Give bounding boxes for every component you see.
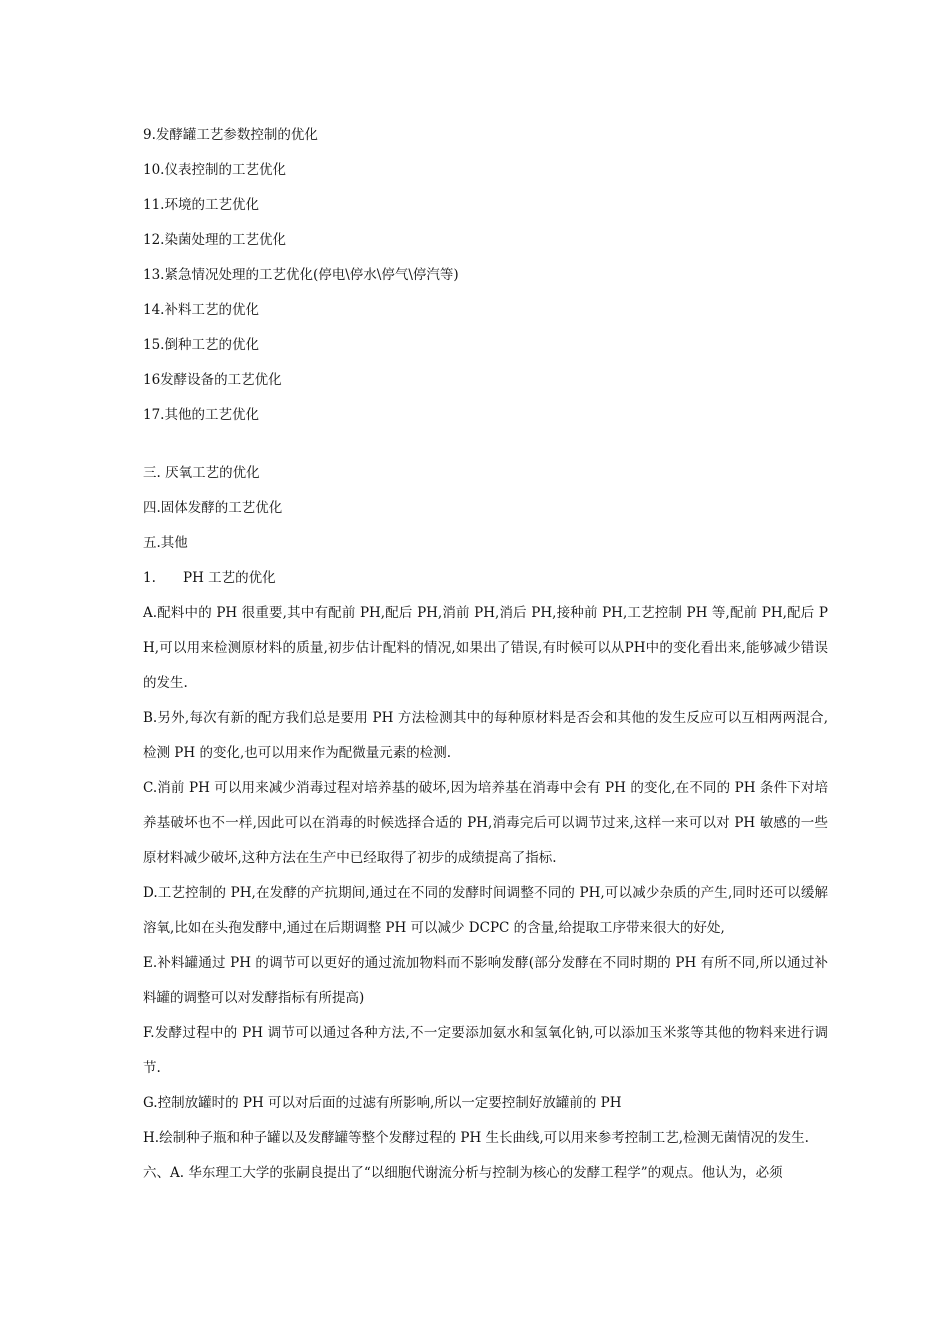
- paragraph-d: D.工艺控制的 PH,在发酵的产抗期间,通过在不同的发酵时间调整不同的 PH,可以减少杂质的产生,同时还可以缓解溶氧,比如在头孢发酵中,通过在后期调整 PH 可以减少 DCPC 的含量,给提取工序带来很大的好处,: [143, 885, 828, 936]
- paragraph-a: A.配料中的 PH 很重要,其中有配前 PH,配后 PH,消前 PH,消后 PH,接种前 PH,工艺控制 PH 等,配前 PH,配后 PH,可以用来检测原材料的质量,初步估计配料的情况,如果出了错误,有时候可以从PH中的变化看出来,能够减少错误的发生.: [143, 605, 828, 691]
- paragraph-f: F.发酵过程中的 PH 调节可以通过各种方法,不一定要添加氨水和氢氧化钠,可以添加玉米浆等其他的物料来进行调节.: [143, 1025, 828, 1076]
- list-item: 14.补料工艺的优化: [143, 302, 259, 318]
- list-item: 13.紧急情况处理的工艺优化(停电\停水\停气\停汽等): [143, 267, 459, 283]
- list-item: 9.发酵罐工艺参数控制的优化: [143, 127, 318, 143]
- section-heading-4: 四.固体发酵的工艺优化: [143, 500, 283, 516]
- list-item: 12.染菌处理的工艺优化: [143, 232, 286, 248]
- ph-heading-title: PH 工艺的优化: [183, 570, 276, 586]
- ph-heading: [143, 561, 828, 596]
- spacer: [143, 433, 828, 456]
- paragraph-b: B.另外,每次有新的配方我们总是要用 PH 方法检测其中的每种原材料是否会和其他的发生反应可以互相两两混合,检测 PH 的变化,也可以用来作为配微量元素的检测.: [143, 710, 828, 761]
- paragraph-c: C.消前 PH 可以用来减少消毒过程对培养基的破坏,因为培养基在消毒中会有 PH 的变化,在不同的 PH 条件下对培养基破坏也不一样,因此可以在消毒的时候选择合适的 PH,消毒完后可以调节过来,这样一来可以对 PH 敏感的一些原材料减少破坏,这种方法在生产中已经取得了初步的成绩提高了指标.: [143, 780, 828, 866]
- list-item: 11.环境的工艺优化: [143, 197, 259, 213]
- paragraph-g: G.控制放罐时的 PH 可以对后面的过滤有所影响,所以一定要控制好放罐前的 PH: [143, 1095, 622, 1111]
- list-item: 17.其他的工艺优化: [143, 407, 259, 423]
- list-item: 16发酵设备的工艺优化: [143, 372, 282, 388]
- section-heading-5: 五.其他: [143, 535, 188, 551]
- list-item: 15.倒种工艺的优化: [143, 337, 259, 353]
- list-item: 10.仪表控制的工艺优化: [143, 162, 286, 178]
- section-heading-3: 三. 厌氧工艺的优化: [143, 465, 260, 481]
- paragraph-e: E.补料罐通过 PH 的调节可以更好的通过流加物料而不影响发酵(部分发酵在不同时期的 PH 有所不同,所以通过补料罐的调整可以对发酵指标有所提高): [143, 955, 828, 1006]
- ph-heading-number: 1.: [143, 570, 156, 586]
- document-body: [143, 118, 828, 1191]
- paragraph-six: 六、A. 华东理工大学的张嗣良提出了“以细胞代谢流分析与控制为核心的发酵工程学”的观点。他认为，必须: [143, 1165, 783, 1181]
- paragraph-h: H.绘制种子瓶和种子罐以及发酵罐等整个发酵过程的 PH 生长曲线,可以用来参考控制工艺,检测无菌情况的发生.: [143, 1130, 809, 1146]
